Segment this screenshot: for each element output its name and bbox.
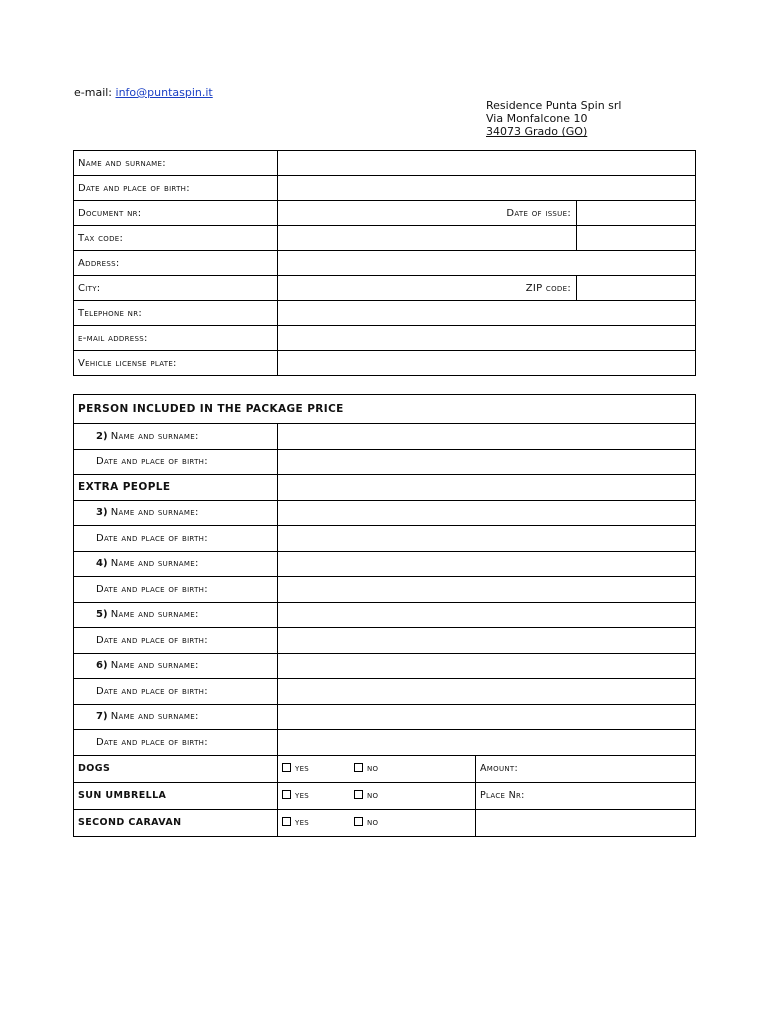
person-2-name-label: 2) Name and surname: [74, 424, 278, 450]
person-number: 4) [96, 558, 108, 570]
caravan-options [278, 809, 476, 836]
document-label: Document nr: [74, 201, 278, 226]
address-field[interactable] [278, 251, 696, 276]
included-people-header: PERSON INCLUDED IN THE PACKAGE PRICE [74, 395, 696, 424]
company-name: Residence Punta Spin srl [486, 99, 622, 112]
table-row [74, 326, 696, 351]
table-row [74, 351, 696, 376]
umbrella-label: SUN UMBRELLA [74, 782, 278, 809]
person-7-name-label: 7) Name and surname: [74, 704, 278, 730]
person-5-birth-label: Date and place of birth: [74, 628, 278, 654]
table-row [74, 551, 696, 577]
person-number: 5) [96, 609, 108, 621]
dogs-options [278, 755, 476, 782]
table-row [74, 653, 696, 679]
person-3-name-field[interactable] [278, 500, 696, 526]
table-row [74, 526, 696, 552]
person-number: 3) [96, 507, 108, 519]
zip-code-field[interactable] [577, 276, 696, 301]
table-row [74, 475, 696, 501]
name-label: Name and surname: [74, 151, 278, 176]
dogs-no-option[interactable]: no [354, 763, 378, 774]
umbrella-yes-option[interactable]: yes [282, 790, 354, 801]
birth-field[interactable] [278, 176, 696, 201]
person-5-birth-field[interactable] [278, 628, 696, 654]
tax-code-label: Tax code: [74, 226, 278, 251]
person-6-birth-label: Date and place of birth: [74, 679, 278, 705]
person-7-birth-label: Date and place of birth: [74, 730, 278, 756]
umbrella-no-option[interactable]: no [354, 790, 378, 801]
table-row [74, 679, 696, 705]
table-row [74, 276, 696, 301]
extra-people-header: EXTRA PEOPLE [74, 475, 278, 501]
person-2-name-field[interactable] [278, 424, 696, 450]
caravan-extra-field[interactable] [476, 809, 696, 836]
table-row [74, 809, 696, 836]
license-plate-label: Vehicle license plate: [74, 351, 278, 376]
person-7-name-field[interactable] [278, 704, 696, 730]
email-prefix: e-mail: [74, 86, 113, 99]
zip-code-label: ZIP code: [278, 276, 577, 301]
umbrella-place-label[interactable]: Place Nr: [476, 782, 696, 809]
address-label: Address: [74, 251, 278, 276]
extra-people-blank [278, 475, 696, 501]
caravan-no-option[interactable]: no [354, 817, 378, 828]
table-row [74, 730, 696, 756]
person-2-birth-label: Date and place of birth: [74, 449, 278, 475]
person-3-birth-field[interactable] [278, 526, 696, 552]
person-3-name-label: 3) Name and surname: [74, 500, 278, 526]
table-row [74, 602, 696, 628]
person-4-name-field[interactable] [278, 551, 696, 577]
person-2-birth-field[interactable] [278, 449, 696, 475]
telephone-field[interactable] [278, 301, 696, 326]
person-number: 6) [96, 660, 108, 672]
date-of-issue-label: Date of issue: [278, 201, 577, 226]
dogs-label: DOGS [74, 755, 278, 782]
checkbox-icon[interactable] [282, 763, 291, 772]
table-row [74, 782, 696, 809]
table-row [74, 395, 696, 424]
checkbox-icon[interactable] [354, 817, 363, 826]
table-row [74, 201, 696, 226]
dogs-amount-label[interactable]: Amount: [476, 755, 696, 782]
email-address-field[interactable] [278, 326, 696, 351]
umbrella-options [278, 782, 476, 809]
checkbox-icon[interactable] [354, 763, 363, 772]
person-6-birth-field[interactable] [278, 679, 696, 705]
person-4-birth-label: Date and place of birth: [74, 577, 278, 603]
person-6-name-label: 6) Name and surname: [74, 653, 278, 679]
table-row [74, 301, 696, 326]
person-number: 7) [96, 711, 108, 723]
table-row [74, 755, 696, 782]
email-link[interactable]: info@puntaspin.it [115, 86, 213, 99]
checkbox-icon[interactable] [282, 817, 291, 826]
company-street: Via Monfalcone 10 [486, 112, 588, 125]
company-zip-city: 34073 Grado (GO) [486, 125, 588, 138]
person-5-name-field[interactable] [278, 602, 696, 628]
email-address-label: e-mail address: [74, 326, 278, 351]
date-of-issue-field[interactable] [577, 201, 696, 226]
caravan-yes-option[interactable]: yes [282, 817, 354, 828]
person-4-name-label: 4) Name and surname: [74, 551, 278, 577]
table-row [74, 577, 696, 603]
guest-details-table [73, 150, 696, 376]
table-row [74, 151, 696, 176]
table-row [74, 449, 696, 475]
table-row [74, 704, 696, 730]
person-7-birth-field[interactable] [278, 730, 696, 756]
table-row [74, 251, 696, 276]
tax-code-extra-field[interactable] [577, 226, 696, 251]
company-address [486, 99, 621, 138]
person-number: 2) [96, 430, 108, 442]
people-table [73, 394, 696, 837]
table-row [74, 500, 696, 526]
table-row [74, 176, 696, 201]
tax-code-field[interactable] [278, 226, 577, 251]
name-field[interactable] [278, 151, 696, 176]
birth-label: Date and place of birth: [74, 176, 278, 201]
checkbox-icon[interactable] [282, 790, 291, 799]
dogs-yes-option[interactable]: yes [282, 763, 354, 774]
table-row [74, 424, 696, 450]
person-3-birth-label: Date and place of birth: [74, 526, 278, 552]
table-row [74, 628, 696, 654]
email-line [74, 86, 213, 99]
person-5-name-label: 5) Name and surname: [74, 602, 278, 628]
person-4-birth-field[interactable] [278, 577, 696, 603]
city-label: City: [74, 276, 278, 301]
license-plate-field[interactable] [278, 351, 696, 376]
person-6-name-field[interactable] [278, 653, 696, 679]
caravan-label: SECOND CARAVAN [74, 809, 278, 836]
table-row [74, 226, 696, 251]
telephone-label: Telephone nr: [74, 301, 278, 326]
checkbox-icon[interactable] [354, 790, 363, 799]
